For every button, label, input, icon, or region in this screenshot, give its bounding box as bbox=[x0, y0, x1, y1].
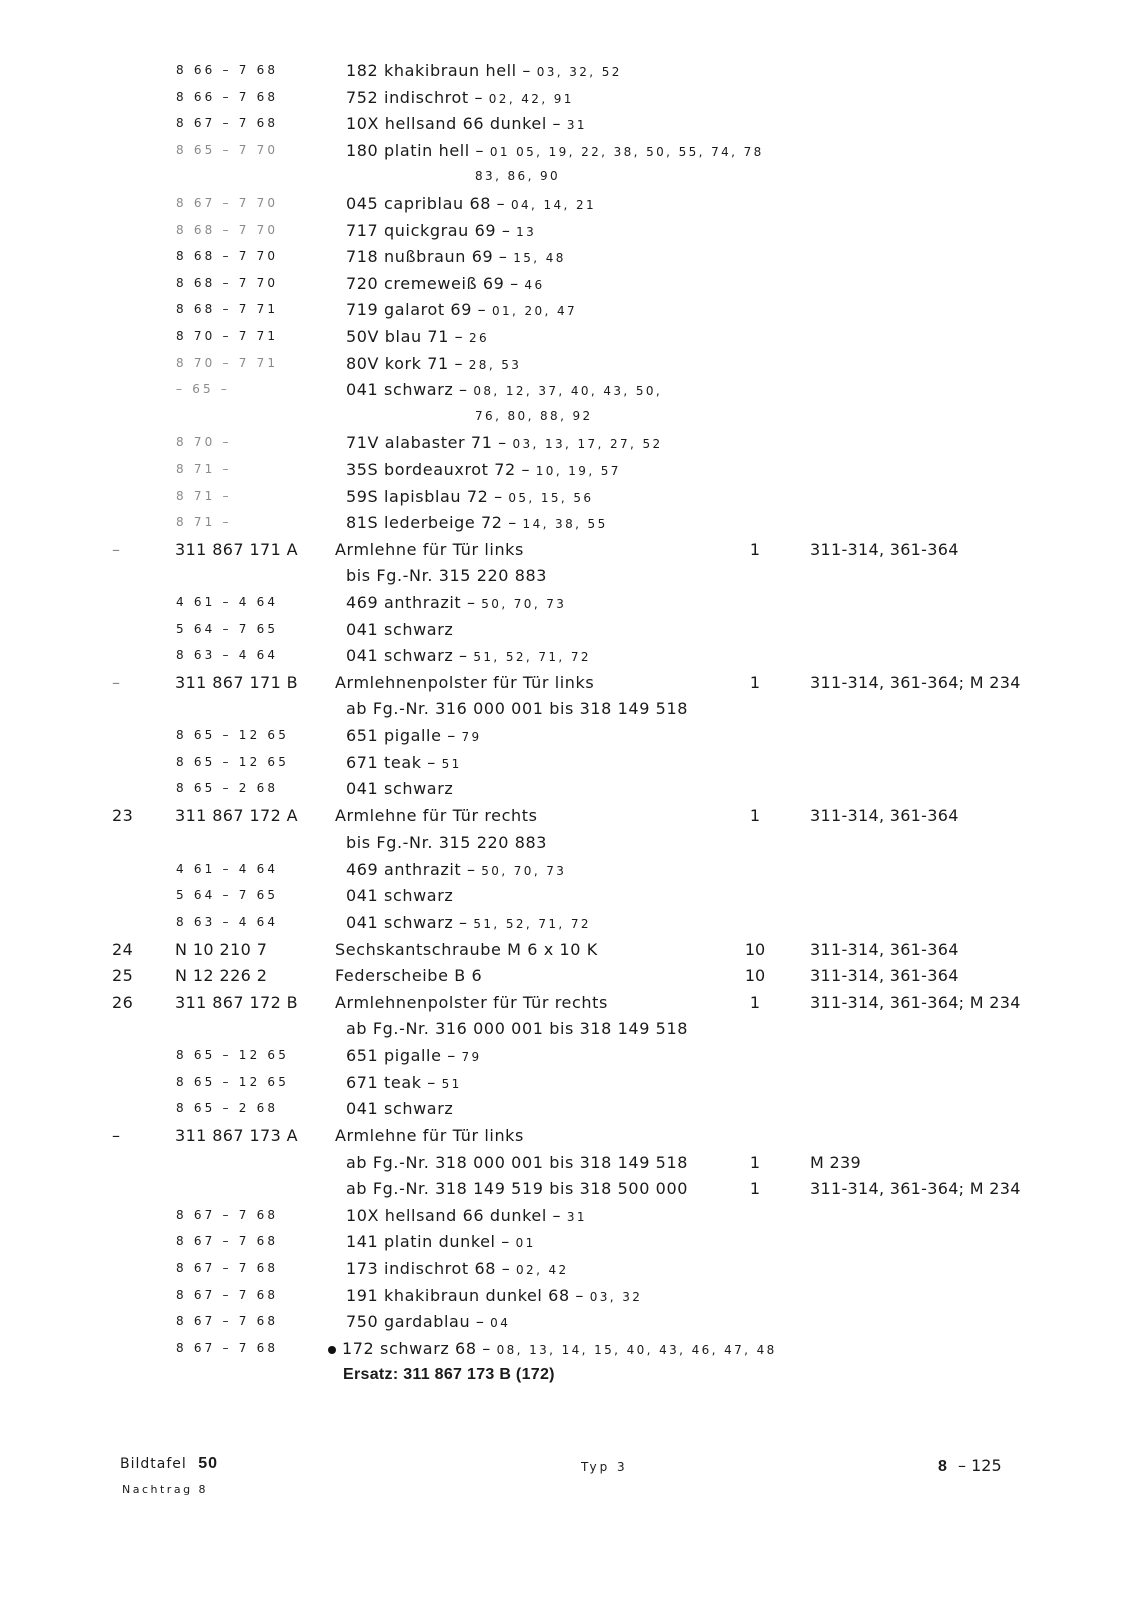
part-number: 311 867 172 B bbox=[175, 993, 299, 1012]
vehicle-types: 311-314, 361-364 bbox=[810, 940, 959, 959]
plate-number: 50 bbox=[198, 1455, 219, 1472]
page-count: – 125 bbox=[958, 1456, 1002, 1475]
color-variant-row bbox=[0, 1255, 1143, 1282]
part-row bbox=[0, 936, 1143, 963]
part-number: 311 867 171 A bbox=[175, 540, 299, 559]
color-variant-row bbox=[0, 1095, 1143, 1122]
color-entry: 469 anthrazit – 50, 70, 73 bbox=[346, 593, 567, 612]
color-variant-row bbox=[0, 509, 1143, 536]
color-entry: 041 schwarz bbox=[346, 779, 454, 798]
date-range: 8 65 – 12 65 bbox=[176, 755, 290, 769]
color-variant-row bbox=[0, 323, 1143, 350]
color-codes: 83, 86, 90 bbox=[475, 169, 561, 183]
item-number: 23 bbox=[112, 806, 134, 825]
color-entry: 80V kork 71 – 28, 53 bbox=[346, 354, 522, 373]
chassis-range: ab Fg.-Nr. 316 000 001 bis 318 149 518 bbox=[346, 699, 689, 718]
color-entry: 50V blau 71 – 26 bbox=[346, 327, 490, 346]
date-range: 8 67 – 7 68 bbox=[176, 1341, 279, 1355]
color-variant-row bbox=[0, 137, 1143, 164]
chassis-range-row bbox=[0, 829, 1143, 856]
color-variant-row bbox=[0, 775, 1143, 802]
chassis-range-row bbox=[0, 1175, 1143, 1202]
date-range: 8 65 – 12 65 bbox=[176, 1075, 290, 1089]
date-range: 8 70 – 7 71 bbox=[176, 329, 279, 343]
date-range: 8 67 – 7 70 bbox=[176, 196, 279, 210]
date-range: 8 68 – 7 70 bbox=[176, 276, 279, 290]
part-number: 311 867 171 B bbox=[175, 673, 299, 692]
replacement-note: Ersatz: 311 867 173 B (172) bbox=[343, 1366, 555, 1383]
item-number: 26 bbox=[112, 993, 134, 1012]
date-range: 8 65 – 12 65 bbox=[176, 1048, 290, 1062]
color-variant-row bbox=[0, 217, 1143, 244]
date-range: – 65 – bbox=[176, 382, 231, 396]
color-variant-row bbox=[0, 376, 1143, 403]
color-entry: 750 gardablau – 04 bbox=[346, 1312, 511, 1331]
part-number: 311 867 172 A bbox=[175, 806, 299, 825]
color-entry: 182 khakibraun hell – 03, 32, 52 bbox=[346, 61, 622, 80]
quantity: 10 bbox=[744, 940, 766, 959]
quantity: 1 bbox=[749, 540, 761, 559]
supplement-note: Nachtrag 8 bbox=[122, 1483, 209, 1496]
part-row bbox=[0, 536, 1143, 563]
part-number: N 10 210 7 bbox=[175, 940, 268, 959]
date-range: 8 68 – 7 70 bbox=[176, 223, 279, 237]
vehicle-types: 311-314, 361-364; M 234 bbox=[810, 1179, 1021, 1198]
date-range: 8 71 – bbox=[176, 489, 232, 503]
part-description: Armlehne für Tür links bbox=[335, 1126, 524, 1145]
date-range: 8 63 – 4 64 bbox=[176, 648, 279, 662]
date-range: 8 67 – 7 68 bbox=[176, 116, 279, 130]
part-row bbox=[0, 1122, 1143, 1149]
chassis-range: bis Fg.-Nr. 315 220 883 bbox=[346, 833, 548, 852]
date-range: 8 67 – 7 68 bbox=[176, 1288, 279, 1302]
quantity: 1 bbox=[749, 673, 761, 692]
date-range: 8 66 – 7 68 bbox=[176, 63, 279, 77]
bullet-dot-icon bbox=[328, 1346, 336, 1354]
chassis-range-row bbox=[0, 1149, 1143, 1176]
date-range: 8 71 – bbox=[176, 462, 232, 476]
color-entry: 045 capriblau 68 – 04, 14, 21 bbox=[346, 194, 597, 213]
color-variant-row bbox=[0, 909, 1143, 936]
color-variant-row bbox=[0, 1335, 1143, 1362]
date-range: 8 70 – 7 71 bbox=[176, 356, 279, 370]
vehicle-types: 311-314, 361-364 bbox=[810, 806, 959, 825]
color-variant-row bbox=[0, 856, 1143, 883]
replacement-note-row bbox=[0, 1361, 1143, 1388]
color-variant-row bbox=[0, 616, 1143, 643]
color-codes-continuation bbox=[0, 163, 1143, 190]
color-entry: 35S bordeauxrot 72 – 10, 19, 57 bbox=[346, 460, 621, 479]
color-variant-row bbox=[0, 57, 1143, 84]
item-number: 25 bbox=[112, 966, 134, 985]
color-entry: 718 nußbraun 69 – 15, 48 bbox=[346, 247, 566, 266]
date-range: 8 67 – 7 68 bbox=[176, 1234, 279, 1248]
color-variant-row bbox=[0, 1308, 1143, 1335]
part-row bbox=[0, 962, 1143, 989]
color-variant-row bbox=[0, 84, 1143, 111]
date-range: 8 67 – 7 68 bbox=[176, 1261, 279, 1275]
date-range: 8 63 – 4 64 bbox=[176, 915, 279, 929]
quantity: 1 bbox=[749, 993, 761, 1012]
page-section: 8 bbox=[938, 1458, 947, 1475]
date-range: 8 70 – bbox=[176, 435, 232, 449]
item-number: – bbox=[112, 540, 121, 559]
date-range: 5 64 – 7 65 bbox=[176, 888, 279, 902]
part-description: Armlehnenpolster für Tür links bbox=[335, 673, 595, 692]
date-range: 8 65 – 12 65 bbox=[176, 728, 290, 742]
color-entry: 671 teak – 51 bbox=[346, 1073, 462, 1092]
date-range: 8 66 – 7 68 bbox=[176, 90, 279, 104]
color-entry: 81S lederbeige 72 – 14, 38, 55 bbox=[346, 513, 608, 532]
vehicle-types: M 239 bbox=[810, 1153, 861, 1172]
quantity: 1 bbox=[749, 1179, 761, 1198]
chassis-range: ab Fg.-Nr. 318 000 001 bis 318 149 518 bbox=[346, 1153, 689, 1172]
color-variant-row bbox=[0, 749, 1143, 776]
date-range: 8 67 – 7 68 bbox=[176, 1208, 279, 1222]
color-entry: 172 schwarz 68 – 08, 13, 14, 15, 40, 43, 46, 47, 48 bbox=[328, 1335, 777, 1364]
color-entry: 041 schwarz – 08, 12, 37, 40, 43, 50, bbox=[346, 380, 663, 399]
color-entry: 719 galarot 69 – 01, 20, 47 bbox=[346, 300, 578, 319]
chassis-range-row bbox=[0, 1015, 1143, 1042]
color-entry: 717 quickgrau 69 – 13 bbox=[346, 221, 537, 240]
chassis-range-row bbox=[0, 695, 1143, 722]
date-range: 8 65 – 7 70 bbox=[176, 143, 279, 157]
part-description: Armlehnenpolster für Tür rechts bbox=[335, 993, 608, 1012]
color-variant-row bbox=[0, 1069, 1143, 1096]
color-entry: 59S lapisblau 72 – 05, 15, 56 bbox=[346, 487, 594, 506]
color-variant-row bbox=[0, 243, 1143, 270]
part-description: Armlehne für Tür rechts bbox=[335, 806, 538, 825]
page-number bbox=[938, 1456, 1002, 1476]
color-entry: 671 teak – 51 bbox=[346, 753, 462, 772]
plate-label: Bildtafel bbox=[120, 1456, 187, 1472]
color-variant-row bbox=[0, 1228, 1143, 1255]
chassis-range: bis Fg.-Nr. 315 220 883 bbox=[346, 566, 548, 585]
part-row bbox=[0, 669, 1143, 696]
color-entry: 041 schwarz – 51, 52, 71, 72 bbox=[346, 646, 591, 665]
date-range: 8 65 – 2 68 bbox=[176, 1101, 279, 1115]
color-variant-row bbox=[0, 190, 1143, 217]
chassis-range-row bbox=[0, 562, 1143, 589]
color-entry: 10X hellsand 66 dunkel – 31 bbox=[346, 114, 587, 133]
part-number: 311 867 173 A bbox=[175, 1126, 299, 1145]
color-variant-row bbox=[0, 110, 1143, 137]
color-variant-row bbox=[0, 1202, 1143, 1229]
part-description: Federscheibe B 6 bbox=[335, 966, 483, 985]
plate-reference bbox=[120, 1455, 218, 1473]
color-entry: 141 platin dunkel – 01 bbox=[346, 1232, 536, 1251]
color-variant-row bbox=[0, 270, 1143, 297]
quantity: 10 bbox=[744, 966, 766, 985]
date-range: 8 68 – 7 71 bbox=[176, 302, 279, 316]
chassis-range: ab Fg.-Nr. 318 149 519 bis 318 500 000 bbox=[346, 1179, 689, 1198]
quantity: 1 bbox=[749, 806, 761, 825]
part-description: Sechskantschraube M 6 x 10 K bbox=[335, 940, 598, 959]
date-range: 4 61 – 4 64 bbox=[176, 595, 279, 609]
item-number: – bbox=[112, 1126, 121, 1145]
color-entry: 180 platin hell – 01 05, 19, 22, 38, 50, 55, 74, 78 bbox=[346, 141, 764, 160]
part-description: Armlehne für Tür links bbox=[335, 540, 524, 559]
color-entry: 71V alabaster 71 – 03, 13, 17, 27, 52 bbox=[346, 433, 663, 452]
color-entry: 469 anthrazit – 50, 70, 73 bbox=[346, 860, 567, 879]
part-row bbox=[0, 802, 1143, 829]
date-range: 8 71 – bbox=[176, 515, 232, 529]
color-codes-continuation bbox=[0, 403, 1143, 430]
type-label: Typ 3 bbox=[581, 1460, 628, 1474]
quantity: 1 bbox=[749, 1153, 761, 1172]
color-variant-row bbox=[0, 296, 1143, 323]
color-variant-row bbox=[0, 722, 1143, 749]
color-variant-row bbox=[0, 589, 1143, 616]
part-number: N 12 226 2 bbox=[175, 966, 268, 985]
date-range: 8 65 – 2 68 bbox=[176, 781, 279, 795]
color-entry: 752 indischrot – 02, 42, 91 bbox=[346, 88, 574, 107]
color-entry: 041 schwarz – 51, 52, 71, 72 bbox=[346, 913, 591, 932]
date-range: 8 67 – 7 68 bbox=[176, 1314, 279, 1328]
part-row bbox=[0, 989, 1143, 1016]
chassis-range: ab Fg.-Nr. 316 000 001 bis 318 149 518 bbox=[346, 1019, 689, 1038]
item-number: – bbox=[112, 673, 121, 692]
vehicle-types: 311-314, 361-364 bbox=[810, 966, 959, 985]
color-variant-row bbox=[0, 642, 1143, 669]
color-entry: 041 schwarz bbox=[346, 1099, 454, 1118]
date-range: 8 68 – 7 70 bbox=[176, 249, 279, 263]
color-entry: 10X hellsand 66 dunkel – 31 bbox=[346, 1206, 587, 1225]
color-entry: 651 pigalle – 79 bbox=[346, 1046, 482, 1065]
color-variant-row bbox=[0, 350, 1143, 377]
color-entry: 191 khakibraun dunkel 68 – 03, 32 bbox=[346, 1286, 643, 1305]
color-entry: 651 pigalle – 79 bbox=[346, 726, 482, 745]
color-variant-row bbox=[0, 483, 1143, 510]
color-entry: 041 schwarz bbox=[346, 886, 454, 905]
date-range: 4 61 – 4 64 bbox=[176, 862, 279, 876]
color-entry: 173 indischrot 68 – 02, 42 bbox=[346, 1259, 569, 1278]
color-codes: 76, 80, 88, 92 bbox=[475, 409, 593, 423]
color-entry: 720 cremeweiß 69 – 46 bbox=[346, 274, 545, 293]
color-entry: 041 schwarz bbox=[346, 620, 454, 639]
vehicle-types: 311-314, 361-364; M 234 bbox=[810, 993, 1021, 1012]
item-number: 24 bbox=[112, 940, 134, 959]
vehicle-types: 311-314, 361-364 bbox=[810, 540, 959, 559]
color-variant-row bbox=[0, 429, 1143, 456]
date-range: 5 64 – 7 65 bbox=[176, 622, 279, 636]
color-variant-row bbox=[0, 1042, 1143, 1069]
color-variant-row bbox=[0, 456, 1143, 483]
vehicle-types: 311-314, 361-364; M 234 bbox=[810, 673, 1021, 692]
color-variant-row bbox=[0, 1282, 1143, 1309]
color-variant-row bbox=[0, 882, 1143, 909]
